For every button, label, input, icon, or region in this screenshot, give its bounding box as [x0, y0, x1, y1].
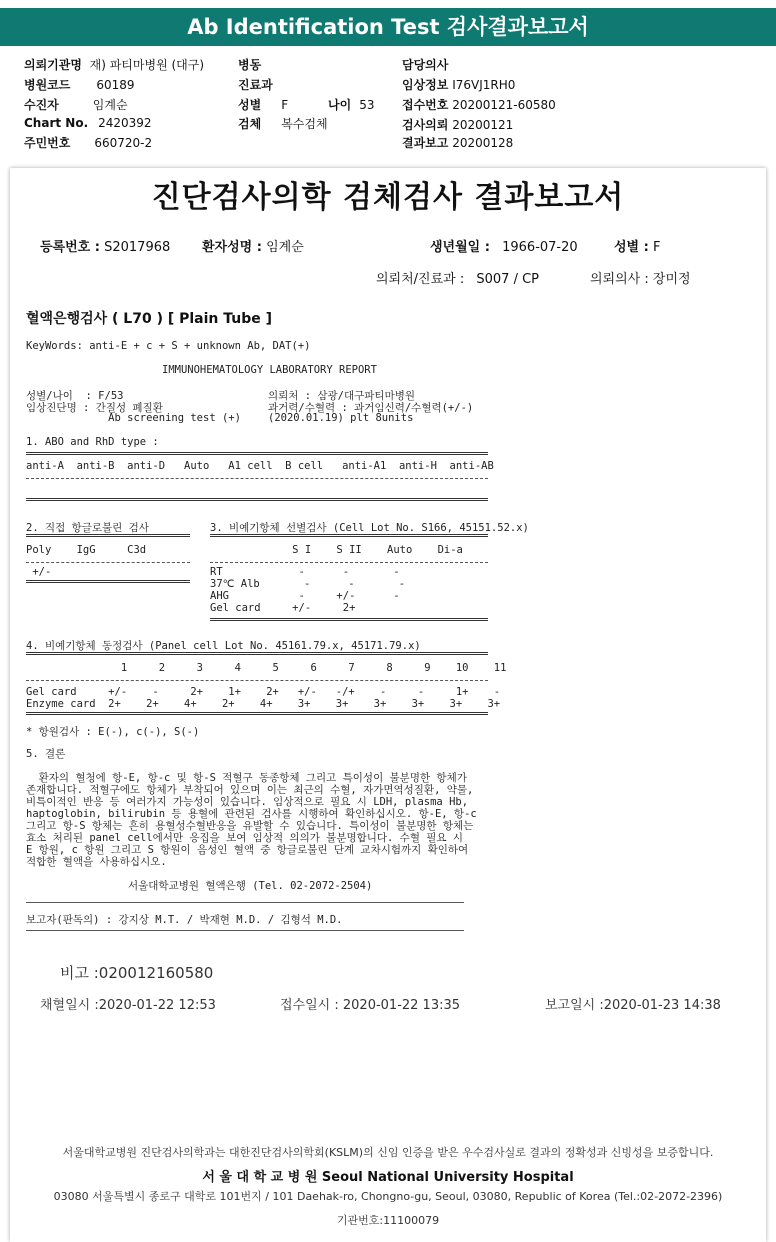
screening-row: RT - - - — [210, 566, 400, 578]
info-requester: 의뢰처 : 삼광/대구파티마병원 — [268, 390, 416, 402]
info-history: 과거력/수혈력 : 과거임신력/수혈력(+/-) — [268, 402, 474, 414]
panel-row-enzyme: Enzyme card 2+ 2+ 4+ 2+ 4+ 3+ 3+ 3+ 3+ 3+ 3+ — [26, 698, 501, 710]
lab-report-title: IMMUNOHEMATOLOGY LABORATORY REPORT — [162, 364, 377, 376]
header-resident-no: 주민번호 660720-2 — [24, 136, 153, 150]
conclusion-line: 존재합니다. 적혈구에도 항체가 부착되어 있으며 이는 최근의 수혈, 자가면역성질환, 약물, — [26, 784, 474, 796]
divider — [26, 478, 488, 479]
divider — [26, 498, 488, 501]
conclusion-line: 비특이적인 반응 등 여러가지 가능성이 있습니다. 임상적으로 필요 시 LDH, plasma Hb, — [26, 796, 469, 808]
remark: 비고 :020012160580 — [60, 964, 214, 982]
info-screening: Ab screening test (+) — [26, 412, 241, 424]
divider — [210, 562, 488, 563]
section-conclusion-title: 5. 결론 — [26, 748, 66, 760]
screening-row: 37℃ Alb - - - — [210, 578, 406, 590]
screening-header: S I S II Auto Di-a — [210, 544, 463, 556]
conclusion-line: 적합한 혈액을 사용하십시오. — [26, 856, 167, 868]
antigen-test: * 항원검사 : E(-), c(-), S(-) — [26, 726, 200, 738]
section-dat-title: 2. 직접 항글로불린 검사 — [26, 522, 149, 534]
header-receipt-no: 접수번호 20200121-60580 — [402, 98, 556, 112]
divider — [26, 580, 190, 583]
divider — [26, 452, 488, 455]
header-request-date: 검사의뢰 20200121 — [402, 118, 514, 132]
divider — [210, 618, 488, 621]
divider — [26, 902, 464, 903]
divider — [26, 680, 488, 681]
hospital-address: 03080 서울특별시 종로구 대학로 101번지 / 101 Daehak-ro, Chongno-gu, Seoul, 03080, Republic of Korea (Tel.:02-2072-2396) — [53, 1190, 723, 1203]
dat-value: +/- — [26, 566, 52, 578]
requesting-doctor: 의뢰의사 : 장미정 — [590, 272, 691, 287]
divider — [26, 930, 464, 931]
header-attending: 담당의사 — [402, 58, 449, 72]
info-sex-age: 성별/나이 : F/53 — [26, 390, 124, 402]
blood-bank-contact: 서울대학교병원 혈액은행 (Tel. 02-2072-2504) — [128, 880, 373, 892]
report-banner: Ab Identification Test 검사결과보고서 — [0, 8, 776, 46]
test-title: 혈액은행검사 ( L70 ) [ Plain Tube ] — [26, 311, 273, 327]
patient-name: 환자성명 : 임계순 — [202, 240, 304, 255]
conclusion-line: haptoglobin, bilirubin 등 용혈에 관련된 검사를 시행하여 확인하십시오. 항-E, 항-c — [26, 808, 477, 820]
registration-no: 등록번호 : S2017968 — [40, 240, 171, 255]
header-ward: 병동 — [238, 58, 262, 72]
keywords: KeyWords: anti-E + c + S + unknown Ab, DAT(+) — [26, 340, 311, 352]
abo-header: anti-A anti-B anti-D Auto A1 cell B cell anti-A1 anti-H anti-AB — [26, 460, 494, 472]
info-diagnosis: 임상진단명 : 간질성 폐질환 — [26, 402, 163, 414]
header-chart-no: Chart No. 2420392 — [24, 116, 152, 130]
certification-note: 서울대학교병원 진단검사의학과는 대한진단검사의학회(KSLM)의 신임 인증을 받은 우수검사실로 결과의 정확성과 신빙성을 보증합니다. — [62, 1146, 714, 1159]
report-time: 보고일시 :2020-01-23 14:38 — [545, 998, 721, 1013]
requesting-dept: 의뢰처/진료과 : S007 / CP — [376, 272, 540, 287]
screening-row: Gel card +/- 2+ — [210, 602, 356, 614]
reporter: 보고자(판독의) : 강지상 M.T. / 박재현 M.D. / 김형석 M.D. — [26, 914, 343, 926]
receipt-time: 접수일시 : 2020-01-22 13:35 — [280, 998, 461, 1013]
header-dept: 진료과 — [238, 78, 273, 92]
divider — [26, 534, 190, 537]
conclusion-line: E 항원, c 항원 그리고 S 항원이 음성인 혈액 중 항글로불린 단계 교차시험까지 확인하여 — [26, 844, 469, 856]
divider — [26, 712, 488, 715]
divider — [26, 562, 190, 563]
patient-sex: 성별 : F — [614, 240, 661, 255]
report-title: 진단검사의학 검체검사 결과보고서 — [151, 180, 625, 215]
panel-header: 1 2 3 4 5 6 7 8 9 10 11 — [26, 662, 507, 674]
section-panel-title: 4. 비예기항체 동정검사 (Panel cell Lot No. 45161.79.x, 45171.79.x) — [26, 640, 421, 652]
header-institution: 의뢰기관명 재) 파티마병원 (대구) — [24, 58, 205, 72]
panel-row-gel: Gel card +/- - 2+ 1+ 2+ +/- -/+ - - 1+ - — [26, 686, 501, 698]
info-transfusion: (2020.01.19) plt 8units — [268, 412, 414, 424]
section-abo-title: 1. ABO and RhD type : — [26, 436, 159, 448]
institution-number: 기관번호:11100079 — [336, 1214, 440, 1227]
header-report-date: 결과보고 20200128 — [402, 136, 514, 150]
section-screening-title: 3. 비예기항체 선별검사 (Cell Lot No. S166, 45151.52.x) — [210, 522, 529, 534]
birth-date: 생년월일 : 1966-07-20 — [430, 240, 578, 255]
hospital-name: 서 울 대 학 교 병 원 Seoul National University Hospital — [202, 1170, 574, 1185]
conclusion-line: 환자의 혈청에 항-E, 항-c 및 항-S 적혈구 동종항체 그리고 특이성이 불분명한 항체가 — [26, 772, 467, 784]
divider — [210, 534, 488, 537]
header-hospital-code: 병원코드 60189 — [24, 78, 135, 92]
header-sex: 성별 F — [238, 98, 289, 112]
screening-row: AHG - +/- - — [210, 590, 400, 602]
header-patient: 수진자 임계순 — [24, 98, 128, 112]
dat-header: Poly IgG C3d — [26, 544, 147, 556]
header-clinical-info: 임상정보 I76VJ1RH0 — [402, 78, 516, 92]
header-specimen: 검체 복수검체 — [238, 117, 328, 131]
conclusion-line: 그리고 항-S 항체는 흔히 용혈성수혈반응을 유발할 수 있습니다. 특이성이 불분명한 항체는 — [26, 820, 474, 832]
divider — [26, 652, 488, 655]
collection-time: 채혈일시 :2020-01-22 12:53 — [40, 998, 216, 1013]
header-age: 나이 53 — [328, 98, 375, 112]
conclusion-line: 효소 처리된 panel cell에서만 응집을 보여 임상적 의의가 불분명합니다. 수혈 필요 시 — [26, 832, 464, 844]
report-paper — [10, 168, 766, 1242]
